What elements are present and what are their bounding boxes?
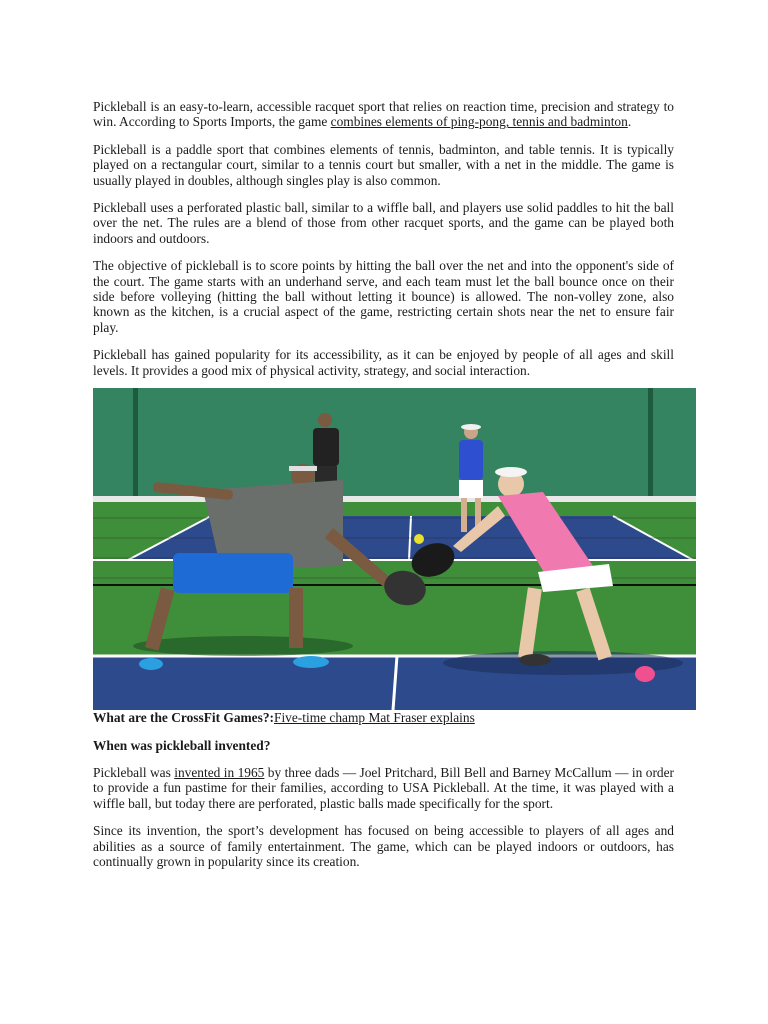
paragraph-intro <box>93 99 674 130</box>
paragraph-invented-end: by three dads — Joel Pritchard, Bill Bell and Barney McCallum — in order to provide a fun pastime for their families, according to USA Pickleball. At the time, it was played with a wiffle ball, but today there are perforated, plastic balls made specifically for the sport. <box>93 764 674 811</box>
video-caption <box>93 710 674 725</box>
section-heading: When was pickleball invented? <box>93 737 271 753</box>
paragraph-paddle-sport: Pickleball is a paddle sport that combines elements of tennis, badminton, and table tennis. It is typically played on a rectangular court, similar to a tennis court but smaller, with a net in the middle. The game is usually played in doubles, although singles play is also common. <box>93 141 674 188</box>
paragraph-development: Since its invention, the sport’s development has focused on being accessible to players of all ages and abilities as a source of family entertainment. The game, which can be played indoors or outdoors, has continually grown in popularity since its creation. <box>93 823 674 869</box>
invented-1965-link[interactable]: invented in 1965 <box>174 764 265 780</box>
paragraph-intro-end: . <box>627 114 632 130</box>
ball-icon <box>414 534 424 544</box>
article <box>93 99 674 881</box>
paragraph-invented <box>93 765 674 811</box>
paragraph-invented-start: Pickleball was <box>93 764 175 780</box>
ping-pong-tennis-link[interactable]: combines elements of ping-pong, tennis and badminton <box>330 114 628 130</box>
paragraph-objective: The objective of pickleball is to score points by hitting the ball over the net and into the opponent's side of the court. The game starts with an underhand serve, and each team must let the ball bounce once on their side before volleying (hitting the ball without letting it bounce) is allowed. The non-volley zone, also known as the kitchen, is a crucial aspect of the game, restricting certain shots near the net to ensure fair play. <box>93 258 674 335</box>
pickleball-photo <box>93 388 696 710</box>
paragraph-popularity: Pickleball has gained popularity for its accessibility, as it can be enjoyed by people of all ages and skill levels. It provides a good mix of physical activity, strategy, and social interaction. <box>93 347 674 378</box>
mat-fraser-link[interactable]: Five-time champ Mat Fraser explains <box>274 710 475 726</box>
paragraph-ball: Pickleball uses a perforated plastic ball, similar to a wiffle ball, and players use solid paddles to hit the ball over the net. The rules are a blend of those from other racquet sports, and the game can be played both indoors and outdoors. <box>93 200 674 246</box>
caption-label: What are the CrossFit Games?: <box>93 710 274 726</box>
pickleball-players-image <box>93 388 696 710</box>
paragraph-intro-text: Pickleball is an easy-to-learn, accessible racquet sport that relies on reaction time, precision and strategy to win. According to Sports Imports, the game <box>93 99 674 130</box>
